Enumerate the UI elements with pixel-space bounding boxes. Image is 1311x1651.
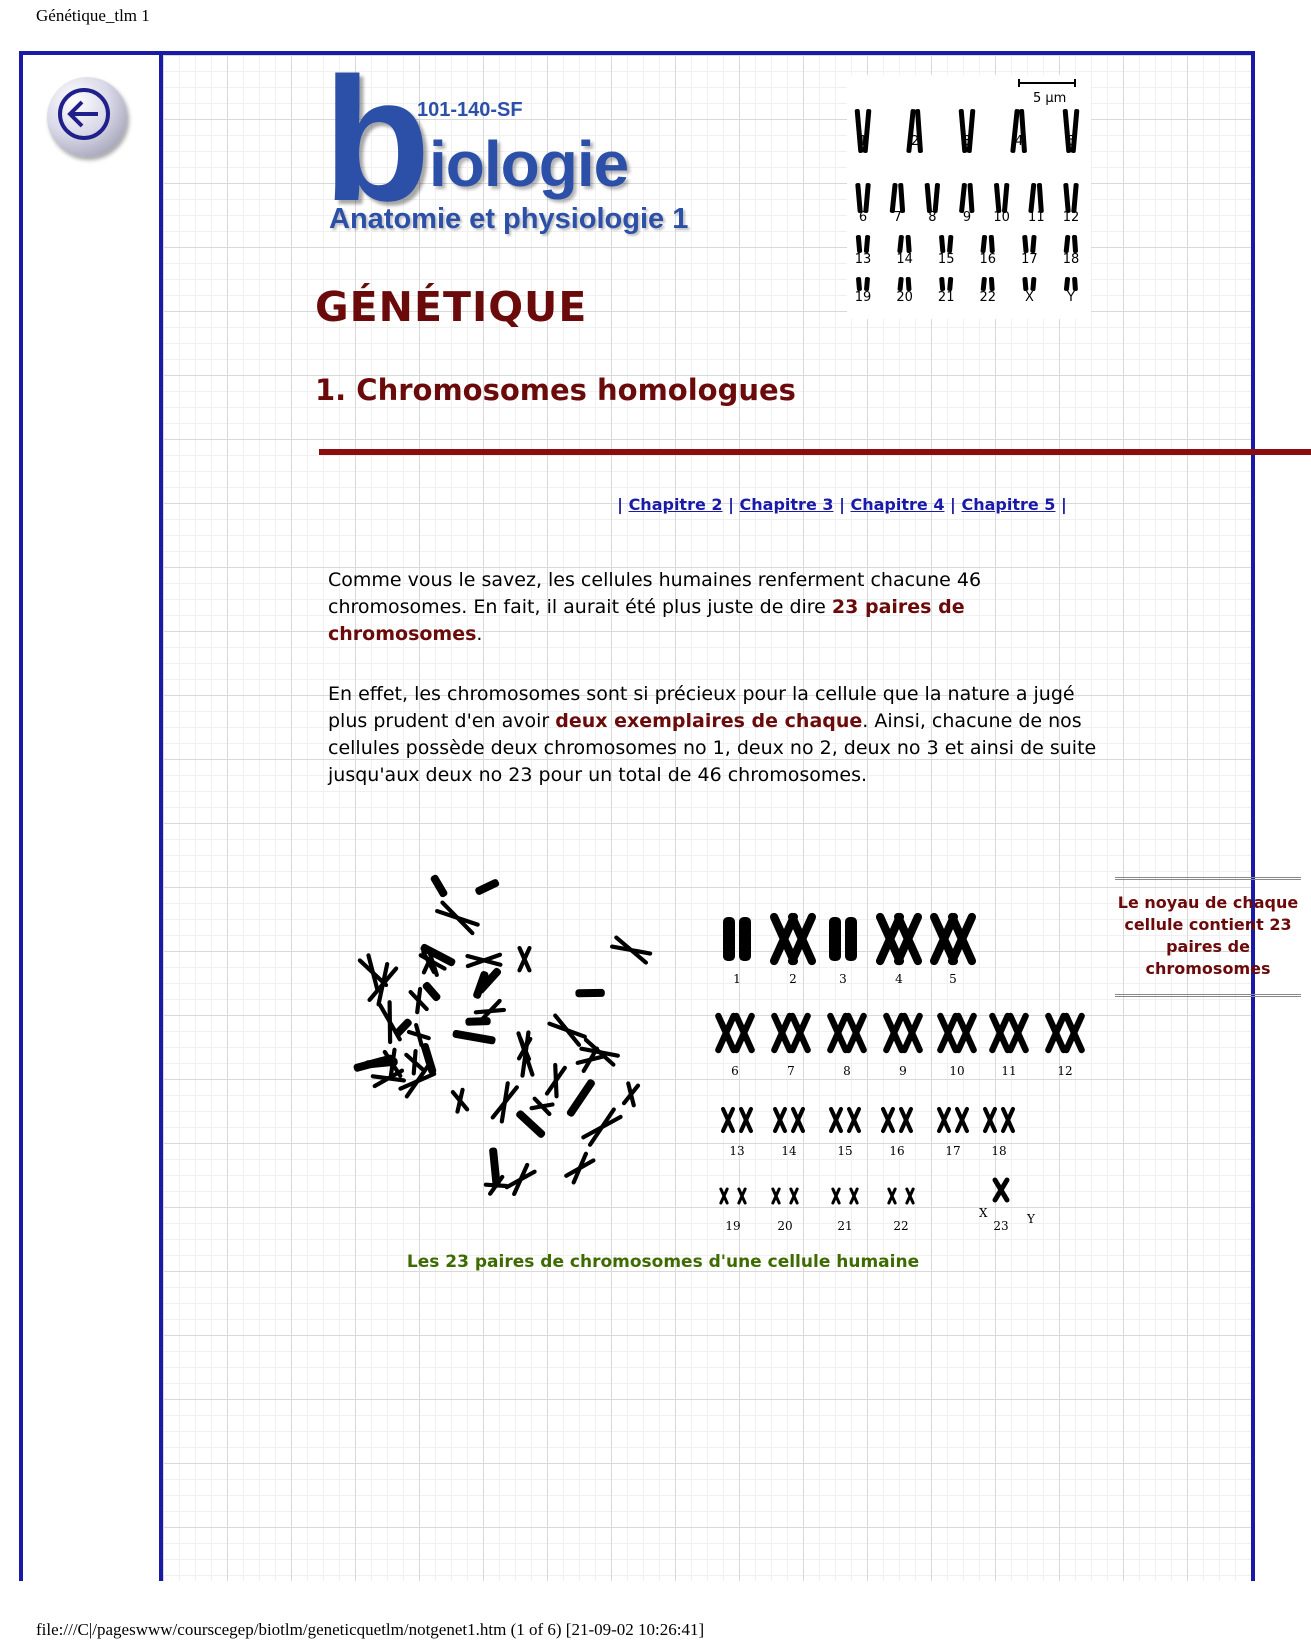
karyogram-chromosome: [1003, 1109, 1013, 1131]
karyogram-chromosome: [833, 1189, 839, 1203]
paragraph-2: [328, 681, 1108, 789]
nav-separator: |: [728, 495, 734, 514]
karyogram-chromosome: [904, 1016, 919, 1050]
chromosome-small-8-b: [933, 183, 941, 213]
karyogram-x-label: X: [979, 1206, 988, 1220]
back-button[interactable]: [47, 77, 127, 157]
karyogram-chromosome: [739, 917, 751, 961]
spread-chromosome: [474, 878, 500, 896]
karyotype-small-label: 9: [962, 210, 972, 225]
karyogram-chromosome: [907, 1189, 913, 1203]
karyotype-small-label: 1: [858, 134, 868, 149]
karyogram-chromosome: [851, 1189, 857, 1203]
karyogram-label: 19: [725, 1219, 741, 1233]
karyotype-small-label: 10: [993, 210, 1010, 225]
logo-letter: b: [323, 42, 429, 238]
spread-chromosome: [493, 1083, 517, 1121]
karyogram-chromosome: [792, 917, 812, 961]
spread-chromosome: [575, 989, 604, 997]
paragraph-1-highlight: 23 paires de chromosomes: [328, 596, 965, 645]
nav-link-chapitre-4[interactable]: Chapitre 4: [850, 495, 945, 514]
karyogram-label: 21: [837, 1219, 853, 1233]
nav-separator: |: [1061, 495, 1067, 514]
nav-link-chapitre-2[interactable]: Chapitre 2: [628, 495, 723, 514]
spread-chromosome: [353, 1054, 395, 1072]
paragraph-1: [328, 567, 1108, 648]
karyogram-chromosome: [849, 1109, 859, 1131]
karyogram-chromosome: [1066, 1016, 1081, 1050]
karyotype-small-label: 18: [1062, 252, 1080, 267]
chromosome-small-13-a: [856, 235, 863, 253]
paragraph-1-text: Comme vous le savez, les cellules humaines renferment chacune 46 chromosomes. En fait, il aurait été plus juste de dire: [328, 569, 982, 618]
karyogram-label: 13: [729, 1144, 745, 1158]
karyotype-small-label: 21: [937, 290, 955, 305]
chromosome-small-7-a: [890, 183, 898, 213]
karyotype-figure: [351, 825, 1091, 1233]
chromosome-small-9-b: [967, 183, 974, 213]
chromosome-small-15-a: [939, 235, 946, 253]
karyogram-label: 11: [1001, 1064, 1017, 1078]
karyogram-chromosome: [775, 1109, 785, 1131]
karyotype-small-label: 6: [858, 210, 868, 225]
karyogram-chromosome: [773, 1189, 779, 1203]
side-note: Le noyau de chaque cellule contient 23 paires de chromosomes: [1115, 877, 1301, 997]
karyotype-small-label: 17: [1021, 252, 1038, 267]
back-arrow-icon: [58, 88, 110, 140]
spread-chromosome: [549, 1016, 584, 1045]
spread-chromosome: [519, 948, 529, 970]
karyogram-label: 9: [899, 1064, 907, 1078]
page-frame: [19, 42, 1299, 1581]
chromosome-small-22-b: [989, 277, 995, 291]
main-content: [163, 42, 1299, 1581]
chromosome-small-20-b: [906, 277, 912, 291]
chromosome-small-14-b: [905, 235, 911, 253]
karyogram-chromosome: [889, 1189, 895, 1203]
karyogram-chromosome: [793, 1109, 803, 1131]
karyotype-small-label: 12: [1062, 210, 1080, 225]
karyogram-chromosome: [886, 1016, 901, 1050]
karyogram-chromosome: [952, 917, 972, 961]
karyogram-chromosome: [898, 917, 918, 961]
karyogram-chromosome: [741, 1109, 751, 1131]
karyotype-small-label: 2: [910, 134, 920, 149]
spread-chromosome: [465, 1017, 491, 1026]
spread-chromosome: [624, 1083, 638, 1105]
karyogram-chromosome: [723, 917, 735, 961]
karyogram-label: 4: [895, 972, 903, 986]
chromosome-small-16-b: [989, 235, 995, 253]
spread-chromosome: [532, 1099, 553, 1114]
chromosome-small-9-a: [959, 183, 967, 213]
chromosome-small-Y-b: [1072, 277, 1078, 291]
spread-chromosome: [406, 1051, 423, 1073]
karyotype-photo: [847, 75, 1091, 319]
karyogram-label: 7: [787, 1064, 795, 1078]
spread-chromosome: [583, 1110, 620, 1145]
chromosome-small-8-a: [925, 183, 933, 213]
karyotype-small-label: 5: [1066, 134, 1076, 149]
page-title: GÉNÉTIQUE: [315, 283, 588, 331]
karyogram-label: 5: [949, 972, 957, 986]
biologie-logo: [323, 42, 783, 283]
chromosome-small-14-a: [897, 235, 904, 253]
paragraph-2-text: En effet, les chromosomes sont si précieux pour la cellule que la nature a jugé plus prudent d'en avoir: [328, 683, 1075, 732]
spread-chromosome: [453, 1090, 467, 1112]
karyogram-label: 22: [893, 1219, 909, 1233]
karyogram-chromosome: [830, 1016, 845, 1050]
karyogram-label: 8: [843, 1064, 851, 1078]
spread-chromosome: [547, 1065, 565, 1096]
karyogram-chromosome: [791, 1189, 797, 1203]
chromosome-small-6-a: [855, 183, 863, 213]
chromosome-small-12-a: [1063, 183, 1071, 213]
chromosome-small-10-b: [1002, 183, 1010, 213]
spread-chromosome: [452, 1029, 496, 1044]
scale-label: 5 µm: [1033, 91, 1067, 106]
spread-chromosome: [566, 1078, 597, 1118]
karyogram-label: 2: [789, 972, 797, 986]
karyogram-label: 3: [839, 972, 847, 986]
karyogram-chromosome: [992, 1016, 1007, 1050]
spread-chromosome: [507, 1165, 535, 1194]
spread-chromosome: [612, 938, 650, 963]
spread-chromosome: [429, 874, 448, 899]
sidebar: [23, 55, 159, 1581]
karyogram-label: 14: [781, 1144, 797, 1158]
chromosome-small-18-a: [1064, 235, 1071, 253]
karyotype-figure-svg: [351, 825, 1091, 1233]
chromosome-small-12-b: [1071, 183, 1079, 213]
chromosome-small-10-a: [994, 183, 1002, 213]
karyogram-chromosome: [718, 1016, 733, 1050]
chromosome-small-16-a: [980, 235, 987, 253]
paragraph-2-end: . Ainsi, chacune de nos cellules possède deux chromosomes no 1, deux no 2, deux no 3 et ainsi de suite jusqu'aux deux no 23 pour un total de 46 chromosomes.: [328, 710, 1097, 786]
karyogram-label: 12: [1057, 1064, 1073, 1078]
karyogram-label: 16: [889, 1144, 905, 1158]
chromosome-small-11-a: [1028, 183, 1036, 213]
chromosome-small-17-a: [1022, 235, 1029, 253]
karyogram-chromosome: [939, 1109, 949, 1131]
karyogram-chromosome: [792, 1016, 807, 1050]
section-title: 1. Chromosomes homologues: [315, 373, 796, 407]
karyogram-chromosome: [723, 1109, 733, 1131]
karyogram-chromosome: [739, 1189, 745, 1203]
nav-separator: |: [839, 495, 845, 514]
karyogram-chromosome: [831, 1109, 841, 1131]
karyogram-label: 23: [993, 1219, 1009, 1233]
karyotype-photo-svg: [847, 75, 1091, 319]
spread-chromosome: [411, 989, 427, 1012]
logo-word: iologie: [429, 128, 629, 200]
nav-separator: |: [950, 495, 956, 514]
karyogram-chromosome: [736, 1016, 751, 1050]
karyogram-chromosome: [721, 1189, 727, 1203]
karyogram-label: 15: [837, 1144, 853, 1158]
chromosome-small-17-b: [1030, 235, 1037, 253]
spread-chromosome: [566, 1154, 593, 1183]
karyotype-small-label: Y: [1067, 290, 1075, 305]
karyogram-chromosome: [1010, 1016, 1025, 1050]
chromosome-small-7-b: [898, 183, 905, 213]
karyotype-small-label: 4: [1014, 134, 1024, 149]
nav-separator: |: [617, 495, 623, 514]
karyotype-small-label: 13: [854, 252, 872, 267]
karyogram-chromosome: [995, 1180, 1007, 1200]
karyogram-label: 1: [733, 972, 741, 986]
karyogram-chromosome: [958, 1016, 973, 1050]
karyogram-label: 20: [777, 1219, 793, 1233]
karyogram-chromosome: [901, 1109, 911, 1131]
karyogram-label: 10: [949, 1064, 965, 1078]
section-rule: [319, 449, 1311, 455]
karyogram-chromosome: [848, 1016, 863, 1050]
spread-chromosome: [515, 1109, 547, 1139]
chromosome-small-15-b: [947, 235, 954, 253]
karyogram-label: 18: [991, 1144, 1007, 1158]
paragraph-1-end: .: [476, 623, 483, 645]
karyogram-chromosome: [1048, 1016, 1063, 1050]
karyogram-chromosome: [957, 1109, 967, 1131]
karyogram-chromosome: [829, 917, 841, 961]
karyotype-small-label: 22: [979, 290, 997, 305]
nav-link-chapitre-3[interactable]: Chapitre 3: [739, 495, 834, 514]
karyogram-chromosome: [883, 1109, 893, 1131]
spread-chromosome: [380, 1002, 400, 1042]
karyotype-small-label: 14: [896, 252, 913, 267]
karyotype-small-label: X: [1024, 290, 1034, 305]
logo-course-code: 101-140-SF: [417, 99, 523, 121]
chromosome-small-13-b: [864, 235, 871, 253]
karyotype-small-label: 7: [893, 210, 902, 225]
karyotype-small-label: 15: [937, 252, 955, 267]
paragraph-2-highlight: deux exemplaires de chaque: [555, 710, 863, 732]
nav-link-chapitre-5[interactable]: Chapitre 5: [961, 495, 1056, 514]
figure-caption: Les 23 paires de chromosomes d'une cellule humaine: [406, 1252, 920, 1272]
karyotype-small-label: 3: [962, 134, 972, 149]
spread-chromosome: [437, 903, 478, 934]
karyogram-chromosome: [845, 917, 857, 961]
karyogram-label: 6: [731, 1064, 739, 1078]
print-header: Génétique_tlm 1: [36, 6, 150, 25]
spread-chromosome: [409, 1025, 429, 1045]
karyogram-chromosome: [774, 1016, 789, 1050]
spread-chromosome: [421, 981, 441, 1003]
chromosome-small-6-b: [863, 183, 871, 213]
spread-chromosome: [467, 955, 500, 966]
karyotype-small-label: 11: [1028, 210, 1045, 225]
karyogram-chromosome: [940, 1016, 955, 1050]
karyotype-small-label: 20: [896, 290, 913, 305]
chromosome-small-18-b: [1072, 235, 1078, 253]
chromosome-small-11-b: [1037, 183, 1044, 213]
karyogram-y-label: Y: [1027, 1212, 1035, 1226]
karyotype-small-label: 16: [979, 252, 997, 267]
chapter-nav: [163, 495, 1251, 514]
karyotype-small-label: 8: [928, 210, 937, 225]
logo-subtitle: Anatomie et physiologie 1: [329, 203, 689, 235]
print-footer: file:///C|/pageswww/courscegep/biotlm/geneticquetlm/notgenet1.htm (1 of 6) [21-09-02 10:26:41]: [36, 1620, 705, 1639]
karyogram-chromosome: [985, 1109, 995, 1131]
karyogram-label: 17: [945, 1144, 961, 1158]
karyogram: [718, 917, 1081, 1233]
karyotype-small-label: 19: [854, 290, 872, 305]
metaphase-spread: [353, 874, 650, 1194]
